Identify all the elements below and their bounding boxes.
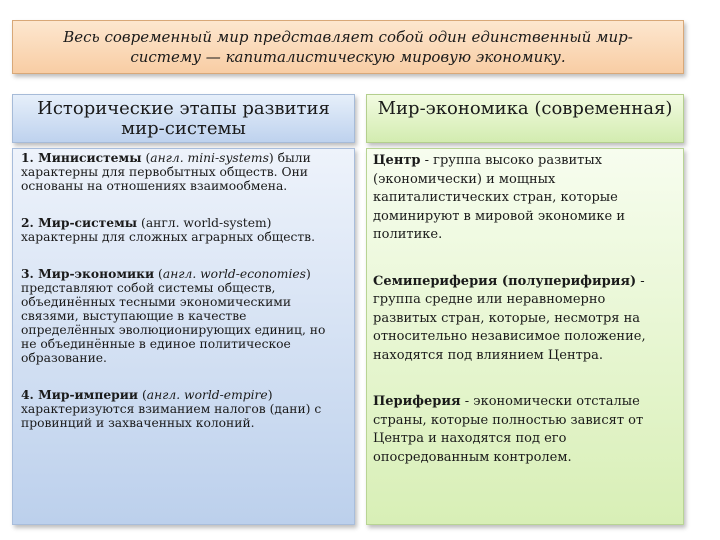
zone-text: - группа средне или неравномерно развитых стран, которые, несмотря на относительно независимое положение, находятся под влиянием Центра. <box>373 273 646 363</box>
stage-text: ( <box>141 151 151 165</box>
zone-item-periphery <box>373 393 671 467</box>
stage-item-1 <box>21 151 336 193</box>
zone-text: - группа высоко развитых (экономически) и мощных капиталистических стран, которые доминируют в мировой экономике и политике. <box>373 153 625 242</box>
stage-text: ) представляют собой системы обществ, объединённых тесными экономическими связями, выступающие в качестве определённых эволюционирующих единиц, но не объединённые в единое политическое образование. <box>21 267 326 365</box>
left-column-header <box>12 94 355 143</box>
zone-item-center <box>373 152 671 245</box>
stage-text: ( <box>154 267 163 281</box>
zone-item-semiperiphery <box>373 273 671 366</box>
zone-text: - экономически отсталые страны, которые полностью зависят от Центра и находятся под его опосредованным контролем. <box>373 394 644 465</box>
stage-foreign-term: англ. mini-systems <box>150 151 269 165</box>
title-banner <box>12 20 684 74</box>
left-column-body <box>12 148 355 525</box>
stage-text: ) были характерны для первобытных обществ. Они основаны на отношениях взаимообмена. <box>21 151 311 193</box>
right-header-text: Мир-экономика (современная) <box>377 98 673 119</box>
right-column-body <box>366 148 684 525</box>
stage-text: ( <box>138 388 147 402</box>
zone-term: Периферия <box>373 394 461 409</box>
stage-foreign-term: англ. world-economies <box>162 267 306 281</box>
stage-term: 2. Мир-системы <box>21 215 138 230</box>
stage-term: 1. Минисистемы <box>21 150 142 165</box>
stage-item-2 <box>21 216 336 244</box>
zone-term: Центр <box>373 153 421 168</box>
stage-text: (англ. world-system) характерны для сложных аграрных обществ. <box>21 216 316 244</box>
stage-term: 4. Мир-империи <box>21 387 139 402</box>
title-text: Весь современный мир представляет собой один единственный мир-систему — капиталистическую мировую экономику. <box>63 28 633 66</box>
stage-term: 3. Мир-экономики <box>21 266 155 281</box>
stage-foreign-term: англ. world-empire <box>146 388 268 402</box>
stage-item-4 <box>21 388 336 430</box>
stage-item-3 <box>21 267 336 365</box>
zone-term: Семипериферия (полуперифирия) <box>373 273 637 289</box>
stage-text: ) характеризуются взиманием налогов (дани) с провинций и захваченных колоний. <box>21 388 322 430</box>
left-header-text: Исторические этапы развития мир-системы <box>37 98 330 139</box>
right-column-header <box>366 94 684 143</box>
